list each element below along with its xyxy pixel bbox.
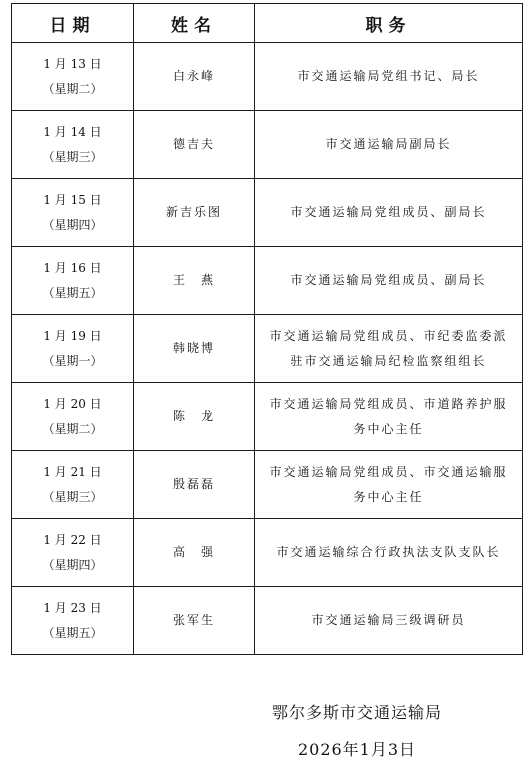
date-text: 1 月 20 日 (43, 396, 102, 411)
date-text: 1 月 13 日 (43, 56, 102, 71)
date-cell (12, 247, 134, 315)
name-cell (134, 451, 255, 519)
header-post: 职务 (255, 4, 523, 43)
name-cell (134, 383, 255, 451)
post-text: 市交通运输局党组书记、局长 (297, 69, 480, 83)
post-cell (255, 383, 523, 451)
table-row (12, 519, 523, 587)
date-cell (12, 587, 134, 655)
person-name: 新吉乐图 (165, 205, 222, 219)
weekday-text: （星期三） (42, 149, 103, 164)
weekday-text: （星期四） (42, 557, 103, 572)
person-name: 殷磊磊 (172, 477, 215, 491)
table-row (12, 451, 523, 519)
post-text: 市交通运输局副局长 (325, 137, 452, 151)
person-name: 张军生 (172, 613, 215, 627)
post-text: 市交通运输局党组成员、市纪委监委派驻市交通运输局纪检监察组组长 (269, 328, 508, 368)
name-cell (134, 519, 255, 587)
date-cell (12, 179, 134, 247)
person-name: 白永峰 (172, 69, 215, 83)
name-cell (134, 587, 255, 655)
weekday-text: （星期三） (42, 489, 103, 504)
date-cell (12, 519, 134, 587)
date-cell (12, 451, 134, 519)
person-name: 陈 龙 (172, 409, 215, 423)
table-row (12, 247, 523, 315)
table-row (12, 383, 523, 451)
table-row (12, 43, 523, 111)
person-name: 德吉夫 (172, 137, 215, 151)
weekday-text: （星期二） (42, 421, 103, 436)
post-cell (255, 315, 523, 383)
issuing-organization: 鄂尔多斯市交通运输局 (271, 703, 442, 722)
duty-schedule-table (11, 3, 523, 655)
post-text: 市交通运输综合行政执法支队支队长 (276, 545, 501, 559)
date-cell (12, 43, 134, 111)
weekday-text: （星期五） (42, 285, 103, 300)
post-text: 市交通运输局三级调研员 (311, 613, 466, 627)
header-name: 姓名 (134, 4, 255, 43)
post-cell (255, 43, 523, 111)
post-text: 市交通运输局党组成员、市道路养护服务中心主任 (269, 396, 508, 436)
table-row (12, 315, 523, 383)
date-text: 1 月 21 日 (43, 464, 102, 479)
date-cell (12, 315, 134, 383)
person-name: 王 燕 (172, 273, 215, 287)
name-cell (134, 247, 255, 315)
post-cell (255, 519, 523, 587)
table-row (12, 111, 523, 179)
header-date: 日期 (12, 4, 134, 43)
person-name: 韩晓博 (172, 341, 215, 355)
post-text: 市交通运输局党组成员、市交通运输服务中心主任 (269, 464, 508, 504)
table-row (12, 587, 523, 655)
date-text: 1 月 19 日 (43, 328, 102, 343)
post-text: 市交通运输局党组成员、副局长 (290, 273, 487, 287)
post-cell (255, 179, 523, 247)
date-cell (12, 383, 134, 451)
date-text: 1 月 16 日 (43, 260, 102, 275)
weekday-text: （星期一） (42, 353, 103, 368)
issue-date: 2026年1月3日 (297, 740, 417, 759)
date-cell (12, 111, 134, 179)
person-name: 高 强 (172, 545, 215, 559)
date-text: 1 月 23 日 (43, 600, 102, 615)
post-cell (255, 451, 523, 519)
post-cell (255, 111, 523, 179)
table-header-row (12, 4, 523, 43)
weekday-text: （星期五） (42, 625, 103, 640)
weekday-text: （星期四） (42, 217, 103, 232)
name-cell (134, 111, 255, 179)
date-text: 1 月 22 日 (43, 532, 102, 547)
post-cell (255, 247, 523, 315)
post-cell (255, 587, 523, 655)
table-row (12, 179, 523, 247)
weekday-text: （星期二） (42, 81, 103, 96)
name-cell (134, 179, 255, 247)
date-text: 1 月 15 日 (43, 192, 102, 207)
post-text: 市交通运输局党组成员、副局长 (290, 205, 487, 219)
name-cell (134, 43, 255, 111)
date-text: 1 月 14 日 (43, 124, 102, 139)
name-cell (134, 315, 255, 383)
